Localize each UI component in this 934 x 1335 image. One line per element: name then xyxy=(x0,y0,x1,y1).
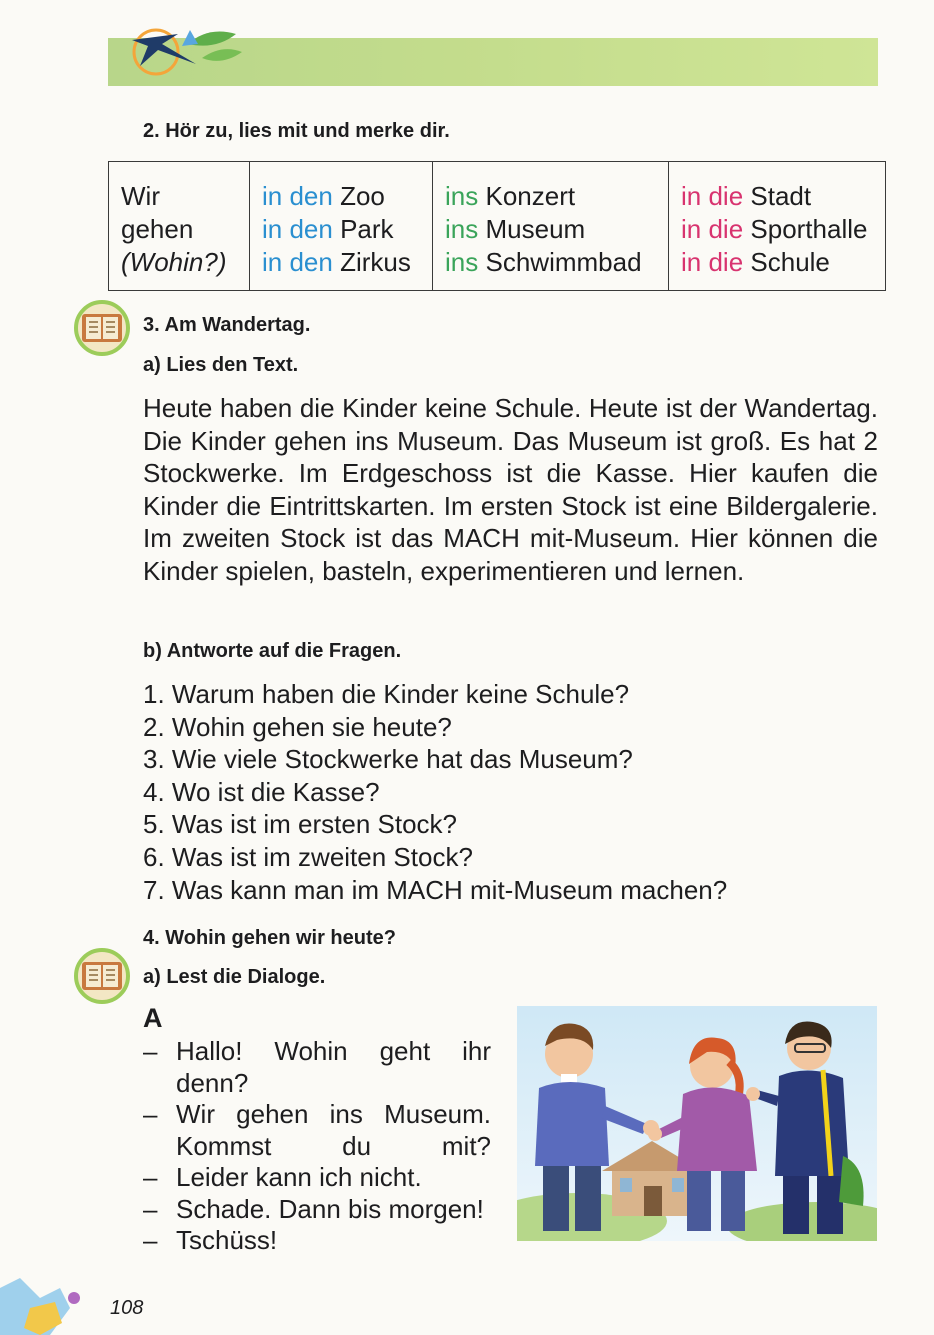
question-item: 3. Wie viele Stockwerke hat das Museum? xyxy=(143,744,633,775)
question-list xyxy=(143,678,727,906)
dialog-label: A xyxy=(143,1003,163,1033)
table-column-subject xyxy=(109,162,249,290)
reading-text: Heute haben die Kinder keine Schule. Heute ist der Wandertag. Die Kinder gehen ins Museum. Das Museum ist groß. Es hat 2 Stockwerke. Im Erdgeschoss ist die Kasse. Hier kaufen die Kinder die Eintrittskarten. Im ersten Stock ist eine Bildergalerie. Im zweiten Stock ist das MACH mit-Museum. Hier können die Kinder spielen, basteln, experimentieren und lernen. xyxy=(143,393,878,586)
preposition: ins xyxy=(445,214,479,244)
noun: Konzert xyxy=(485,181,576,211)
preposition: in die xyxy=(681,247,744,277)
children-illustration xyxy=(517,1006,877,1241)
exercise-2-title: 2. Hör zu, lies mit und merke dir. xyxy=(143,120,450,142)
dialog-line: – Tschüss! xyxy=(143,1225,278,1255)
preposition: in die xyxy=(681,181,744,211)
exercise-3-title: 3. Am Wandertag. xyxy=(143,314,311,336)
noun: Stadt xyxy=(750,181,812,211)
book-icon xyxy=(72,300,132,356)
preposition: in den xyxy=(262,214,333,244)
grammar-table xyxy=(108,161,886,291)
table-cell: Wir xyxy=(121,181,160,211)
preposition: ins xyxy=(445,247,479,277)
dialog-line: – Hallo! Wohin geht ihr denn? xyxy=(143,1036,491,1098)
table-cell xyxy=(681,246,885,279)
dialog-line: – Schade. Dann bis morgen! xyxy=(143,1193,484,1224)
table-cell xyxy=(445,246,668,279)
table-cell xyxy=(262,213,432,246)
dialog-line: – Wir gehen ins Museum. Kommst du mit? xyxy=(143,1099,491,1161)
table-cell: gehen xyxy=(121,214,194,244)
exercise-4a-instruction: a) Lest die Dialoge. xyxy=(143,966,326,988)
exercise-3a-instruction: a) Lies den Text. xyxy=(143,354,299,376)
noun: Zoo xyxy=(340,181,385,211)
exercise-4-title: 4. Wohin gehen wir heute? xyxy=(143,927,396,949)
table-cell xyxy=(445,213,668,246)
swallow-logo-icon xyxy=(118,22,268,92)
table-column-feminine xyxy=(668,162,885,290)
noun: Zirkus xyxy=(340,247,411,277)
dialog-list xyxy=(143,1036,491,1257)
exercise-3b-instruction: b) Antworte auf die Fragen. xyxy=(143,640,402,662)
question-item: 7. Was kann man im MACH mit-Museum machen? xyxy=(143,874,728,905)
question-item: 2. Wohin gehen sie heute? xyxy=(143,711,452,742)
question-item: 5. Was ist im ersten Stock? xyxy=(143,809,458,840)
table-cell: (Wohin?) xyxy=(121,247,227,277)
corner-decoration xyxy=(0,1268,90,1335)
table-cell xyxy=(681,213,885,246)
noun: Museum xyxy=(485,214,586,244)
table-cell xyxy=(681,180,885,213)
table-cell xyxy=(445,180,668,213)
preposition: in den xyxy=(262,247,333,277)
page-number: 108 xyxy=(110,1297,144,1319)
preposition: in die xyxy=(681,214,744,244)
question-item: 6. Was ist im zweiten Stock? xyxy=(143,841,473,872)
noun: Park xyxy=(340,214,394,244)
book-icon xyxy=(72,948,132,1004)
preposition: in den xyxy=(262,181,333,211)
table-column-neuter xyxy=(432,162,668,290)
table-cell xyxy=(262,180,432,213)
question-item: 1. Warum haben die Kinder keine Schule? xyxy=(143,679,630,709)
noun: Sporthalle xyxy=(750,214,868,244)
noun: Schule xyxy=(750,247,830,277)
noun: Schwimmbad xyxy=(485,247,642,277)
preposition: ins xyxy=(445,181,479,211)
table-cell xyxy=(262,246,432,279)
dialog-line: – Leider kann ich nicht. xyxy=(143,1162,422,1192)
question-item: 4. Wo ist die Kasse? xyxy=(143,776,380,807)
table-column-masculine xyxy=(249,162,432,290)
